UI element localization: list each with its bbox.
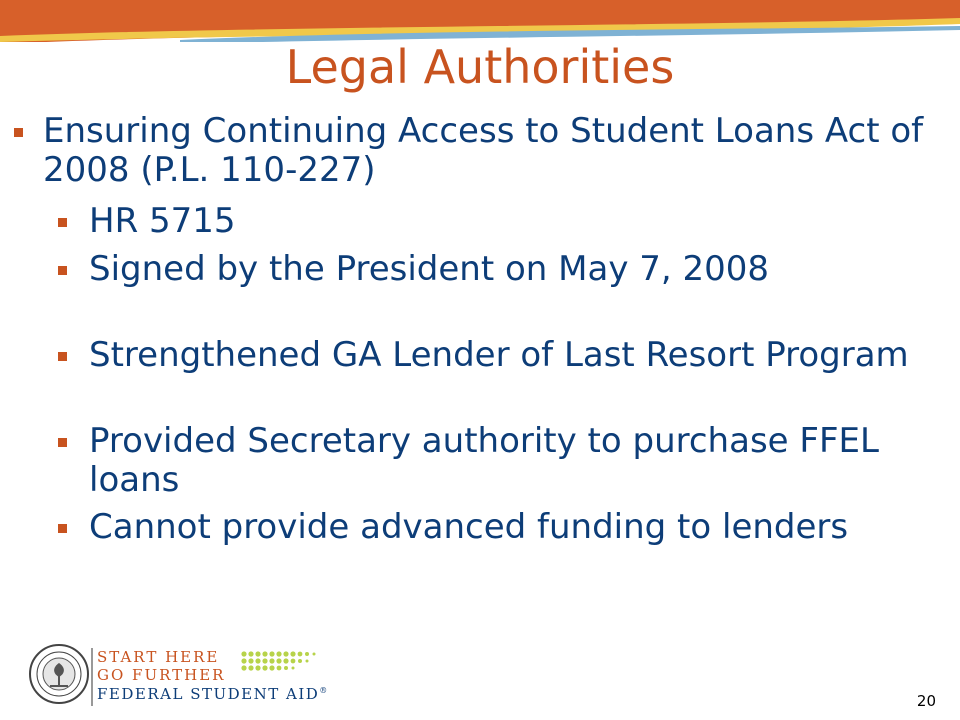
top-decorative-band	[0, 0, 960, 42]
bullet-square-icon	[58, 352, 67, 361]
logo-text-federal-student-aid: FEDERAL STUDENT AID®	[97, 685, 329, 703]
bullet-square-icon	[58, 438, 67, 447]
sub-bullet-text: Cannot provide advanced funding to lenders	[89, 507, 849, 547]
bullet-square-icon	[58, 218, 67, 227]
sub-bullet-signed	[58, 250, 938, 289]
sub-bullet-text: Provided Secretary authority to purchase FFEL loans	[89, 421, 879, 500]
bullet-square-icon	[14, 128, 23, 137]
sub-bullet-hr	[58, 202, 938, 241]
department-seal-icon	[28, 643, 90, 705]
registered-mark: ®	[319, 686, 329, 695]
page-number: 20	[916, 692, 936, 710]
sub-bullet-text: Strengthened GA Lender of Last Resort Program	[89, 335, 909, 375]
logo-dot-pattern-icon	[240, 650, 320, 676]
sub-bullet-text: HR 5715	[89, 201, 236, 241]
sub-bullet-text: Signed by the President on May 7, 2008	[89, 249, 770, 289]
bullet-main-text: Ensuring Continuing Access to Student Loans Act of 2008 (P.L. 110-227)	[43, 111, 924, 190]
sub-bullet-cannot	[58, 508, 938, 547]
sub-bullet-strengthened	[58, 336, 938, 375]
bullet-square-icon	[58, 266, 67, 275]
bullet-square-icon	[58, 524, 67, 533]
logo-text-start-here: START HERE	[97, 648, 220, 666]
bullet-main	[14, 112, 934, 190]
logo-divider-icon	[91, 648, 95, 706]
logo-text-go-further: GO FURTHER	[97, 666, 226, 684]
sub-bullet-provided	[58, 422, 938, 500]
slide-title: Legal Authorities	[285, 40, 675, 94]
